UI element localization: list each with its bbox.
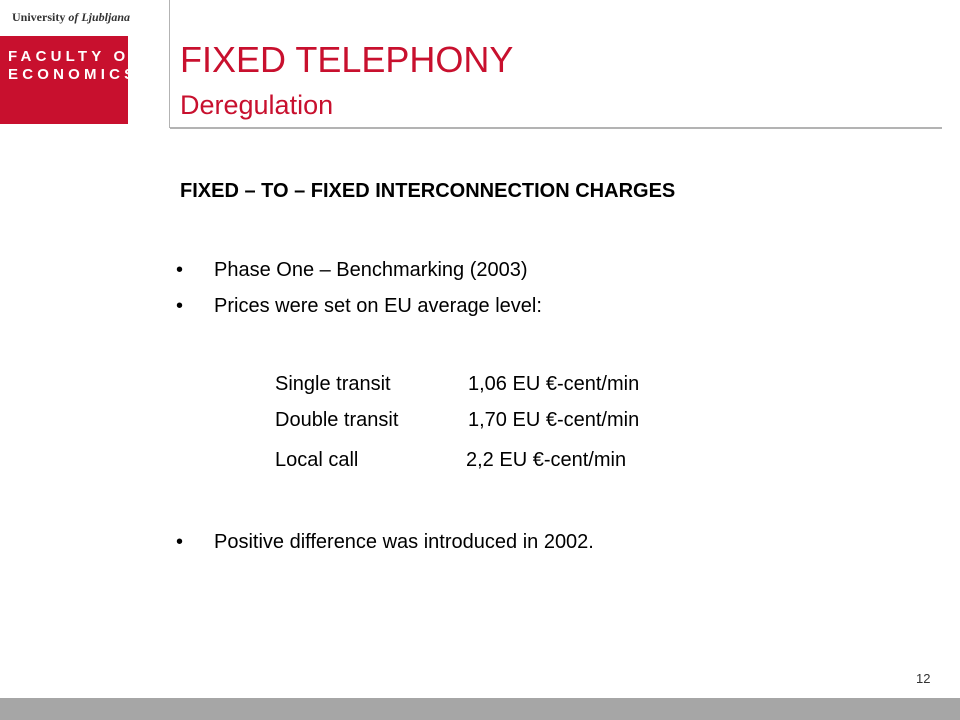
rate-value: 2,2 EU €-cent/min [466,449,627,471]
university-name [12,10,130,25]
footer-bar [0,698,960,720]
bullet-text: Prices were set on EU average level: [214,295,542,317]
bullet-icon: • [176,531,184,553]
slide-subtitle: Deregulation [180,90,334,120]
title-divider [170,127,942,129]
university-logo [0,0,170,36]
bullet-icon: • [176,295,184,317]
rate-row-local-call [275,449,775,473]
university-of: of [68,10,79,24]
rate-row-single-transit [275,373,775,397]
rate-label: Local call [275,449,359,471]
rate-value: 1,70 EU €-cent/min [468,409,640,431]
page-number: 12 [916,671,931,686]
section-heading: FIXED – TO – FIXED INTERCONNECTION CHARGES [180,180,676,202]
university-prefix: University [12,10,66,24]
faculty-logo-line-2: ECONOMICS [8,66,139,83]
logo-divider [169,0,170,128]
bullet-text: Phase One – Benchmarking (2003) [214,259,528,281]
rate-value: 1,06 EU €-cent/min [468,373,640,395]
rate-label: Double transit [275,409,399,431]
rate-label: Single transit [275,373,391,395]
rate-row-double-transit [275,409,775,433]
university-city: Ljubljana [81,10,131,24]
slide-title: FIXED TELEPHONY [180,39,514,80]
bullet-text: Positive difference was introduced in 2002. [214,531,594,553]
bullet-icon: • [176,259,184,281]
faculty-logo-line-1: FACULTY OF [8,48,143,65]
